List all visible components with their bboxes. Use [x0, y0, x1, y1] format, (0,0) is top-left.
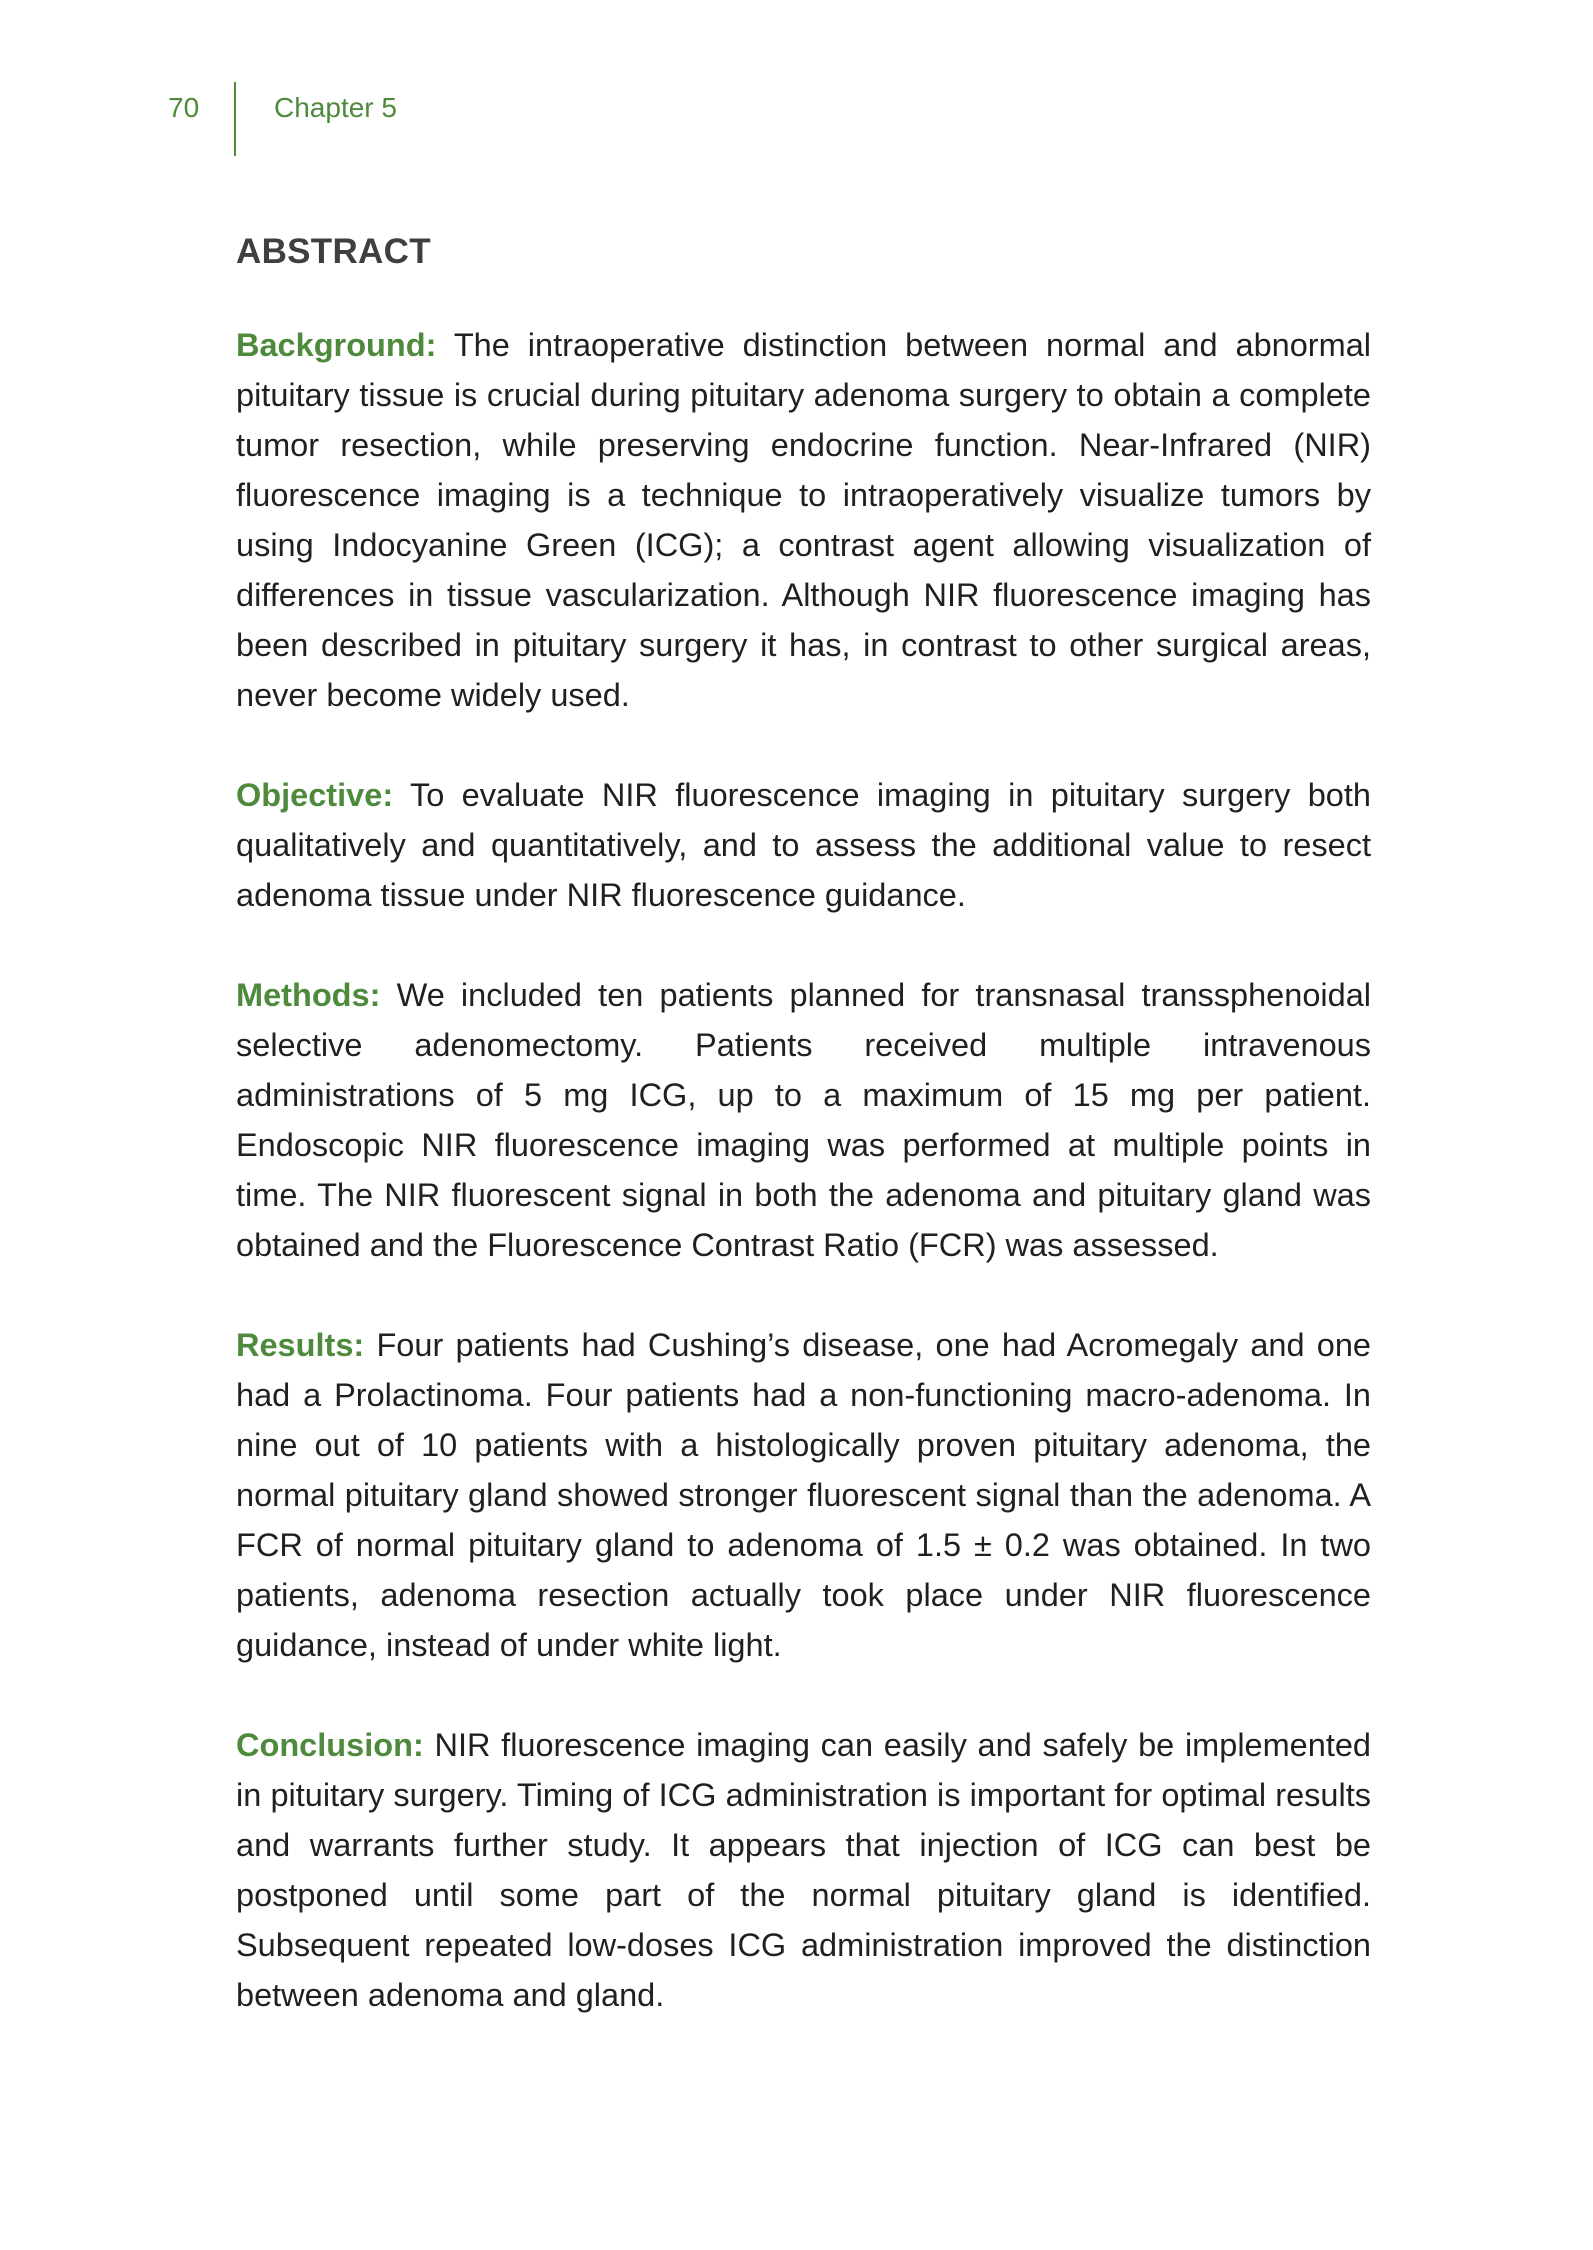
section-text-results: Four patients had Cushing’s disease, one had Acromegaly and one had a Prolactinoma. Four patients had a non-functioning macro-adenoma. In nine out of 10 patients with a histologically proven pituitary adenoma, the normal pituitary gland showed stronger fluorescent signal than the adenoma. A FCR of normal pituitary gland to adenoma of 1.5 ± 0.2 was obtained. In two patients, adenoma resection actually took place under NIR fluorescence guidance, instead of under white light. [236, 1327, 1371, 1663]
abstract-heading: ABSTRACT [236, 232, 431, 271]
section-text-background: The intraoperative distinction between normal and abnormal pituitary tissue is crucial during pituitary adenoma surgery to obtain a complete tumor resection, while preserving endocrine function. Near-Infrared (NIR) fluorescence imaging is a technique to intraoperatively visualize tumors by using Indocyanine Green (ICG); a contrast agent allowing visualization of differences in tissue vascularization. Although NIR fluorescence imaging has been described in pituitary surgery it has, in contrast to other surgical areas, never become widely used. [236, 327, 1371, 713]
section-text-methods: We included ten patients planned for transnasal transsphenoidal selective adenomectomy. Patients received multiple intravenous administrations of 5 mg ICG, up to a maximum of 15 mg per patient. Endoscopic NIR fluorescence imaging was performed at multiple points in time. The NIR fluorescent signal in both the adenoma and pituitary gland was obtained and the Fluorescence Contrast Ratio (FCR) was assessed. [236, 977, 1371, 1263]
section-label-methods: Methods: [236, 977, 381, 1013]
section-results [236, 1320, 1371, 1670]
section-label-background: Background: [236, 327, 437, 363]
header-divider [234, 82, 236, 156]
page-header [0, 0, 1593, 160]
section-text-conclusion: NIR fluorescence imaging can easily and safely be implemented in pituitary surgery. Timing of ICG administration is important for optimal results and warrants further study. It appears that injection of ICG can best be postponed until some part of the normal pituitary gland is identified. Subsequent repeated low-doses ICG administration improved the distinction between adenoma and gland. [236, 1727, 1372, 2013]
section-label-results: Results: [236, 1327, 365, 1363]
chapter-label: Chapter 5 [274, 92, 397, 123]
section-conclusion [236, 1720, 1371, 2020]
section-label-conclusion: Conclusion: [236, 1727, 424, 1763]
section-methods [236, 970, 1371, 1270]
abstract [236, 232, 1371, 2070]
section-label-objective: Objective: [236, 777, 394, 813]
section-objective [236, 770, 1371, 920]
section-background [236, 320, 1371, 720]
section-text-objective: To evaluate NIR fluorescence imaging in pituitary surgery both qualitatively and quantitatively, and to assess the additional value to resect adenoma tissue under NIR fluorescence guidance. [236, 777, 1371, 913]
page-number: 70 [168, 92, 200, 123]
